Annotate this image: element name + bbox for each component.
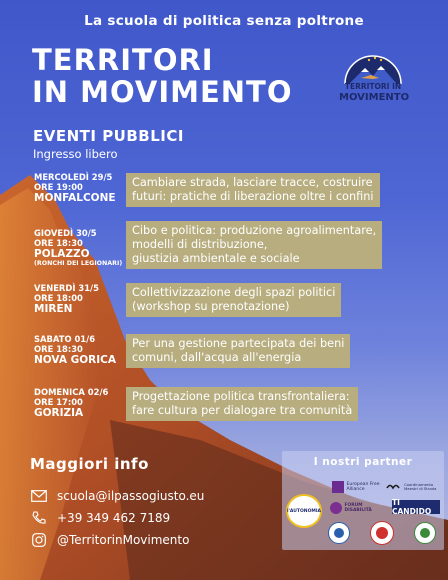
event-time: ORE 18:30: [34, 238, 83, 248]
forum-circle-icon: [330, 502, 342, 514]
phone-text[interactable]: +39 349 462 7189: [57, 511, 171, 525]
event-description: [126, 387, 358, 421]
event-desc-line: Cibo e politica: produzione agroalimentare,: [132, 224, 377, 237]
event-desc-line: modelli di distribuzione,: [132, 238, 268, 251]
event-item: [34, 172, 129, 204]
partner-logo-ticandido: TI CANDIDO: [392, 500, 440, 514]
phone-contact[interactable]: [30, 511, 170, 525]
instagram-icon: [30, 533, 48, 547]
event-day: DOMENICA 02/6: [34, 387, 109, 397]
event-date: [34, 172, 129, 204]
event-place: POLAZZO: [34, 248, 90, 260]
title-line-1: TERRITORI: [32, 43, 214, 77]
event-item: [34, 228, 129, 268]
event-time: ORE 19:00: [34, 182, 83, 192]
event-date: [34, 283, 129, 315]
info-title: Maggiori info: [30, 455, 149, 473]
email-text[interactable]: scuola@ilpassogiusto.eu: [57, 489, 205, 503]
partner-name: Coordinamento Maestri di Strada: [404, 481, 437, 491]
territori-logo: [339, 52, 410, 108]
instagram-text[interactable]: @TerritorinMovimento: [57, 533, 190, 547]
partner-name: FORUM: [344, 503, 363, 508]
event-desc-line: giustizia ambientale e sociale: [132, 252, 300, 265]
event-desc-line: fare cultura per dialogare tra comunità: [132, 404, 353, 417]
event-time: ORE 18:00: [34, 293, 83, 303]
section-subtitle: Ingresso libero: [33, 147, 118, 161]
event-place-note: (RONCHI DEI LEGIONARI): [34, 260, 123, 267]
partner-logo-circle-1: [328, 522, 350, 544]
partners-panel: [282, 451, 444, 550]
partner-logo-circle-3: [414, 522, 436, 544]
event-time: ORE 17:00: [34, 397, 83, 407]
partner-logo-autonomia: [286, 494, 322, 528]
instagram-contact[interactable]: [30, 533, 189, 547]
partner-logo-efa: [330, 478, 382, 496]
phone-icon: [30, 511, 48, 525]
event-desc-line: futuri: pratiche di liberazione oltre i confini: [132, 190, 374, 203]
mail-icon: [30, 489, 48, 503]
title-line-2: IN MOVIMENTO: [32, 75, 293, 109]
event-date: [34, 387, 129, 419]
event-desc-line: comuni, dall'acqua all'energia: [132, 351, 302, 364]
event-desc-line: Collettivizzazione degli spazi politici: [132, 286, 336, 299]
event-day: VENERDÌ 31/5: [34, 283, 99, 293]
event-place: MIREN: [34, 303, 73, 315]
event-time: ORE 18:30: [34, 344, 83, 354]
partner-logo-forum: [328, 499, 382, 517]
partner-emblem-icon: [334, 528, 344, 538]
logo-text-1: TERRITORI IN: [344, 82, 402, 91]
partner-emblem-icon: [376, 527, 388, 539]
event-description: [126, 221, 382, 269]
event-place: GORIZIA: [34, 407, 84, 419]
partner-name: l'AUTONOMIA: [286, 508, 322, 514]
partner-emblem-icon: [420, 528, 430, 538]
event-date: [34, 228, 129, 268]
event-day: GIOVEDÌ 30/5: [34, 228, 97, 238]
event-description: [126, 283, 341, 317]
partner-logo-circle-2: [370, 521, 394, 545]
event-desc-line: Progettazione politica transfrontaliera:: [132, 390, 350, 403]
event-item: [34, 334, 129, 366]
event-desc-line: (workshop su prenotazione): [132, 300, 290, 313]
tagline: La scuola di politica senza poltrone: [84, 13, 364, 29]
partner-logo-cmto: [386, 478, 440, 496]
waves-icon: [386, 482, 402, 492]
partner-name: DISABILITÀ: [344, 508, 372, 513]
event-date: [34, 334, 129, 366]
partners-title: I nostri partner: [313, 456, 413, 468]
event-desc-line: Per una gestione partecipata dei beni: [132, 337, 345, 350]
efa-flag-icon: [332, 481, 344, 493]
section-title: EVENTI PUBBLICI: [33, 127, 184, 145]
event-place: MONFALCONE: [34, 192, 116, 204]
event-description: [126, 334, 350, 368]
event-day: SABATO 01/6: [34, 334, 96, 344]
event-description: [126, 173, 380, 207]
event-item: [34, 387, 129, 419]
partner-name: European Free Alliance: [346, 482, 380, 492]
page-title: [32, 44, 293, 108]
logo-text-2: MOVIMENTO: [339, 92, 410, 103]
event-place: NOVA GORICA: [34, 354, 116, 366]
event-item: [34, 283, 129, 315]
event-day: MERCOLEDÌ 29/5: [34, 172, 113, 182]
event-desc-line: Cambiare strada, lasciare tracce, costruire: [132, 176, 373, 189]
email-contact[interactable]: [30, 489, 204, 503]
